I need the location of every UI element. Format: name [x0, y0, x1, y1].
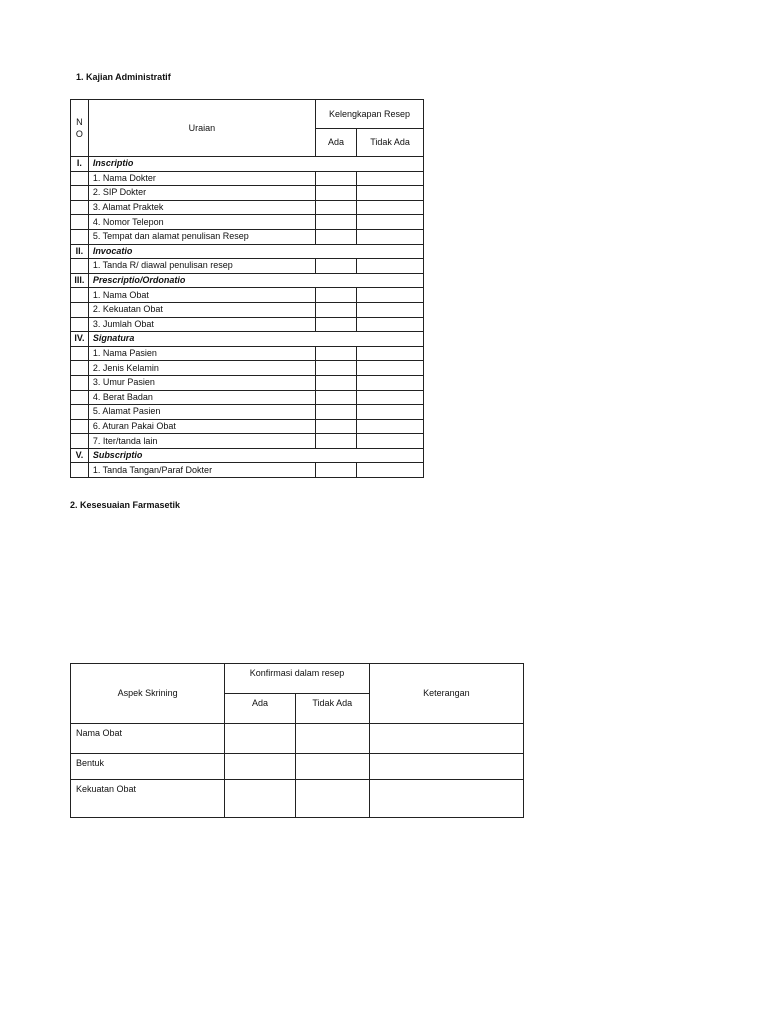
uraian-cell: 4. Nomor Telepon: [88, 215, 315, 230]
tidak-ada-cell[interactable]: [357, 434, 424, 449]
tidak-ada-cell[interactable]: [357, 259, 424, 274]
table-row: [71, 171, 424, 186]
column-header-kelengkapan: Kelengkapan Resep: [315, 100, 423, 129]
no-cell: [71, 405, 89, 420]
uraian-cell: 1. Tanda Tangan/Paraf Dokter: [88, 463, 315, 478]
keterangan-cell[interactable]: [369, 780, 523, 818]
column-header-no-text: N O: [75, 117, 83, 139]
no-cell: [71, 288, 89, 303]
no-cell: [71, 317, 89, 332]
ada-cell[interactable]: [315, 171, 356, 186]
section-row: [71, 273, 424, 288]
ada-cell[interactable]: [315, 288, 356, 303]
ada-cell[interactable]: [315, 186, 356, 201]
section-row: [71, 448, 424, 463]
section-name: Signatura: [88, 332, 423, 347]
ada-cell[interactable]: [315, 361, 356, 376]
tidak-ada-cell[interactable]: [357, 288, 424, 303]
aspek-cell: Nama Obat: [71, 724, 225, 754]
tidak-ada-cell[interactable]: [357, 186, 424, 201]
ada-cell[interactable]: [315, 302, 356, 317]
column-header-tidak-ada: Tidak Ada: [357, 129, 424, 157]
section-number: V.: [71, 448, 89, 463]
table-row: [71, 405, 424, 420]
ada-cell[interactable]: [315, 229, 356, 244]
no-cell: [71, 200, 89, 215]
tidak-ada-cell[interactable]: [357, 375, 424, 390]
tidak-ada-cell[interactable]: [357, 346, 424, 361]
table-row: [71, 361, 424, 376]
ada-cell[interactable]: [315, 434, 356, 449]
table-row: [71, 780, 524, 818]
uraian-cell: 2. Kekuatan Obat: [88, 302, 315, 317]
aspek-cell: Bentuk: [71, 754, 225, 780]
ada-cell[interactable]: [315, 259, 356, 274]
column-header-ada: Ada: [225, 694, 296, 724]
ada-cell[interactable]: [315, 215, 356, 230]
table-row: [71, 302, 424, 317]
uraian-cell: 4. Berat Badan: [88, 390, 315, 405]
section-number: I.: [71, 157, 89, 172]
no-cell: [71, 419, 89, 434]
table-row: [71, 259, 424, 274]
column-header-tidak-ada: Tidak Ada: [295, 694, 369, 724]
tidak-ada-cell[interactable]: [357, 361, 424, 376]
table-row: [71, 754, 524, 780]
tidak-ada-cell[interactable]: [357, 200, 424, 215]
ada-cell[interactable]: [225, 780, 296, 818]
keterangan-cell[interactable]: [369, 724, 523, 754]
table-row: [71, 724, 524, 754]
table-row: [71, 186, 424, 201]
ada-cell[interactable]: [315, 200, 356, 215]
ada-cell[interactable]: [315, 346, 356, 361]
aspek-cell: Kekuatan Obat: [71, 780, 225, 818]
uraian-cell: 1. Nama Pasien: [88, 346, 315, 361]
uraian-cell: 6. Aturan Pakai Obat: [88, 419, 315, 434]
uraian-cell: 1. Nama Dokter: [88, 171, 315, 186]
no-cell: [71, 434, 89, 449]
no-cell: [71, 361, 89, 376]
column-header-konfirmasi: Konfirmasi dalam resep: [225, 664, 369, 694]
column-header-no: [71, 100, 89, 157]
table-row: [71, 463, 424, 478]
section-number: IV.: [71, 332, 89, 347]
table-row: [71, 215, 424, 230]
tidak-ada-cell[interactable]: [357, 390, 424, 405]
section-number: III.: [71, 273, 89, 288]
uraian-cell: 3. Umur Pasien: [88, 375, 315, 390]
section-name: Prescriptio/Ordonatio: [88, 273, 423, 288]
uraian-cell: 3. Jumlah Obat: [88, 317, 315, 332]
ada-cell[interactable]: [315, 375, 356, 390]
ada-cell[interactable]: [315, 317, 356, 332]
column-header-keterangan: Keterangan: [369, 664, 523, 724]
uraian-cell: 5. Alamat Pasien: [88, 405, 315, 420]
section-name: Invocatio: [88, 244, 423, 259]
uraian-cell: 1. Tanda R/ diawal penulisan resep: [88, 259, 315, 274]
uraian-cell: 7. Iter/tanda lain: [88, 434, 315, 449]
uraian-cell: 3. Alamat Praktek: [88, 200, 315, 215]
no-cell: [71, 186, 89, 201]
table-row: [71, 229, 424, 244]
section-name: Subscriptio: [88, 448, 423, 463]
ada-cell[interactable]: [315, 419, 356, 434]
column-header-uraian: Uraian: [88, 100, 315, 157]
section-row: [71, 332, 424, 347]
column-header-aspek-skrining: Aspek Skrining: [71, 664, 225, 724]
table-row: [71, 288, 424, 303]
no-cell: [71, 229, 89, 244]
tidak-ada-cell[interactable]: [357, 419, 424, 434]
column-header-ada: Ada: [315, 129, 356, 157]
table-row: [71, 434, 424, 449]
table-row: [71, 390, 424, 405]
no-cell: [71, 171, 89, 186]
section-name: Inscriptio: [88, 157, 423, 172]
keterangan-cell[interactable]: [369, 754, 523, 780]
tidak-ada-cell[interactable]: [357, 405, 424, 420]
ada-cell[interactable]: [225, 754, 296, 780]
section1-heading: 1. Kajian Administratif: [76, 72, 171, 82]
tidak-ada-cell[interactable]: [357, 302, 424, 317]
ada-cell[interactable]: [315, 390, 356, 405]
ada-cell[interactable]: [315, 405, 356, 420]
tidak-ada-cell[interactable]: [295, 754, 369, 780]
no-cell: [71, 346, 89, 361]
no-cell: [71, 375, 89, 390]
no-cell: [71, 463, 89, 478]
no-cell: [71, 259, 89, 274]
no-cell: [71, 390, 89, 405]
tidak-ada-cell[interactable]: [357, 463, 424, 478]
table-row: [71, 346, 424, 361]
tidak-ada-cell[interactable]: [357, 215, 424, 230]
no-cell: [71, 215, 89, 230]
ada-cell[interactable]: [225, 724, 296, 754]
uraian-cell: 5. Tempat dan alamat penulisan Resep: [88, 229, 315, 244]
section-number: II.: [71, 244, 89, 259]
tidak-ada-cell[interactable]: [357, 229, 424, 244]
tidak-ada-cell[interactable]: [357, 317, 424, 332]
uraian-cell: 2. SIP Dokter: [88, 186, 315, 201]
tidak-ada-cell[interactable]: [295, 780, 369, 818]
uraian-cell: 1. Nama Obat: [88, 288, 315, 303]
table-row: [71, 375, 424, 390]
table-row: [71, 317, 424, 332]
administrative-review-table: [70, 99, 424, 478]
tidak-ada-cell[interactable]: [295, 724, 369, 754]
tidak-ada-cell[interactable]: [357, 171, 424, 186]
uraian-cell: 2. Jenis Kelamin: [88, 361, 315, 376]
table-row: [71, 419, 424, 434]
section-row: [71, 157, 424, 172]
table-row: [71, 200, 424, 215]
pharmaceutical-suitability-table: [70, 663, 524, 818]
no-cell: [71, 302, 89, 317]
ada-cell[interactable]: [315, 463, 356, 478]
section-row: [71, 244, 424, 259]
section2-heading: 2. Kesesuaian Farmasetik: [70, 500, 181, 510]
